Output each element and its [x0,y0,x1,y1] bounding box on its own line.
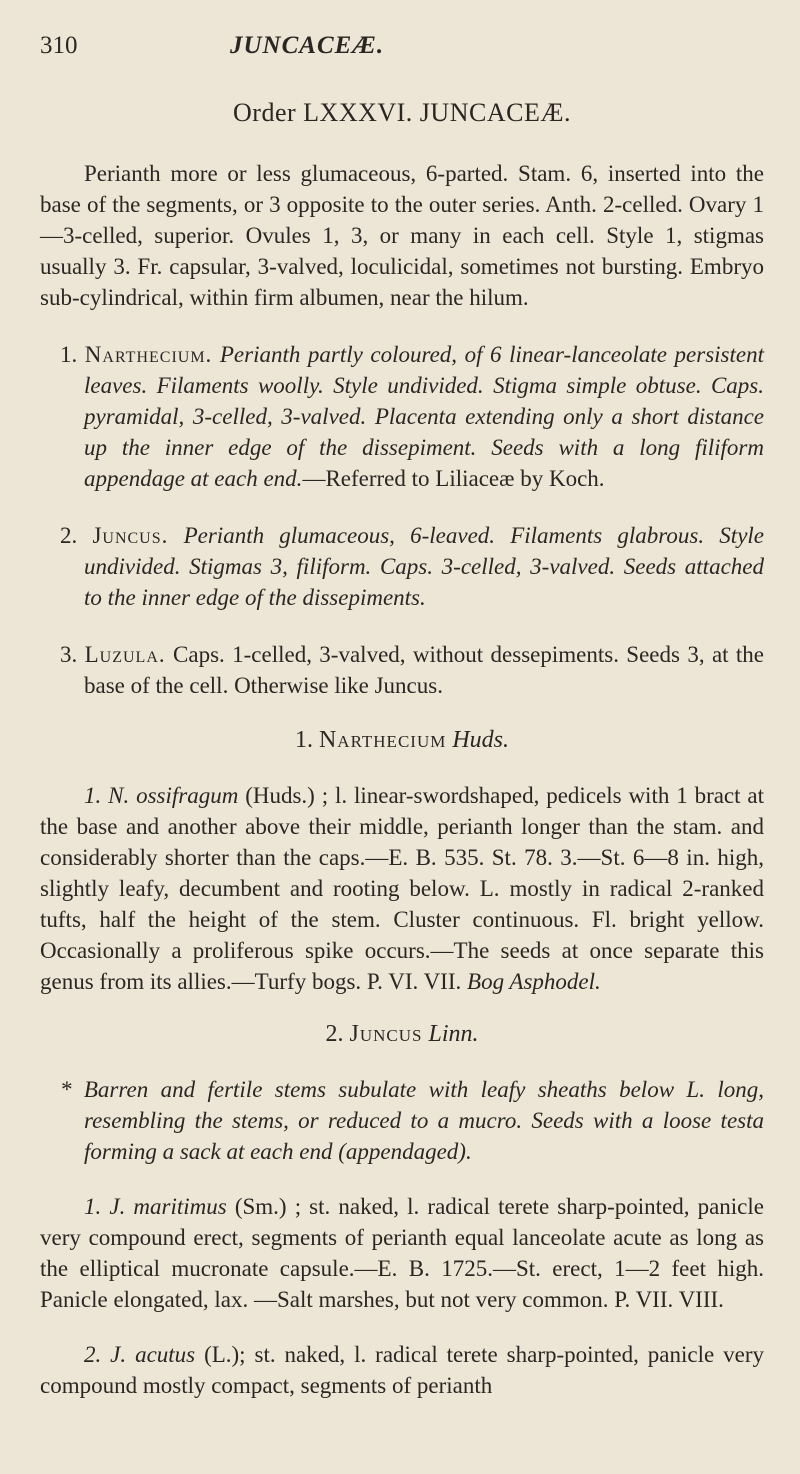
species-entry: 1. J. maritimus (Sm.) ; st. naked, l. radical terete sharp-pointed, panicle very compound erect, segments of perianth equal lanceolate acute as long as the elliptical mucronate capsule.—E. B. 1725.—St. erect, 1—2 feet high. Panicle elongated, lax. —Salt marshes, but not very common. P. VII. VIII. [40,1194,764,1312]
key-entry-luzula: 3. Luzula. Caps. 1-celled, 3-valved, without dessepiments. Seeds 3, at the base of the cell. Otherwise like Juncus. [60,642,765,698]
running-title: JUNCACEÆ. [230,32,385,59]
running-head [40,28,764,68]
genus-heading-narthecium: 1. Narthecium Huds. [294,727,510,753]
species-entry: 2. J. acutus (L.); st. naked, l. radical terete sharp-pointed, panicle very compound mostly compact, segments of perianth [40,1342,765,1398]
genus-heading-juncus: 2. Juncus Linn. [325,1021,479,1047]
genus-key [40,339,764,701]
key-entry-narthecium: 1. Narthecium. Perianth partly coloured, of 6 linear-lanceolate persistent leaves. Filaments woolly. Style undivided. Stigma simple obtuse. Caps. pyramidal, 3-celled, 3-valved. Placenta extending only a short distance up the inner edge of the dissepiment. Seeds with a long filiform appendage at each end.—Referred to Liliaceæ by Koch. [60,342,764,491]
order-title: Order LXXXVI. JUNCACEÆ. [233,98,571,127]
section-note: * Barren and fertile stems subulate with leafy sheaths below L. long, resembling the stems, or reduced to a mucro. Seeds with a loose testa forming a sack at each end (appendaged). [60,1077,764,1164]
species-entry: 1. N. ossifragum (Huds.) ; l. linear-swordshaped, pedicels with 1 bract at the base and another above their middle, perianth longer than the stam. and considerably shorter than the caps.—E. B. 535. St. 78. 3.—St. 6—8 in. high, slightly leafy, decumbent and rooting below. L. mostly in radical 2-ranked tufts, half the height of the stem. Cluster continuous. Fl. bright yellow. Occasionally a proliferous spike occurs.—The seeds at once separate this genus from its allies.—Turfy bogs. P. VI. VII. Bog Asphodel. [40,783,764,994]
order-description: Perianth more or less glumaceous, 6-parted. Stam. 6, inserted into the base of the segments, or 3 opposite to the outer series. Anth. 2-celled. Ovary 1—3-celled, superior. Ovules 1, 3, or many in each cell. Style 1, stigmas usually 3. Fr. capsular, 3-valved, loculicidal, sometimes not bursting. Embryo sub-cylindrical, within firm albumen, near the hilum. [40,161,764,310]
key-entry-juncus: 2. Juncus. Perianth glumaceous, 6-leaved. Filaments glabrous. Style undivided. Stigmas 3, filiform. Caps. 3-celled, 3-valved. Seeds attached to the inner edge of the dissepiments. [60,523,765,610]
page-number: 310 [40,32,78,59]
